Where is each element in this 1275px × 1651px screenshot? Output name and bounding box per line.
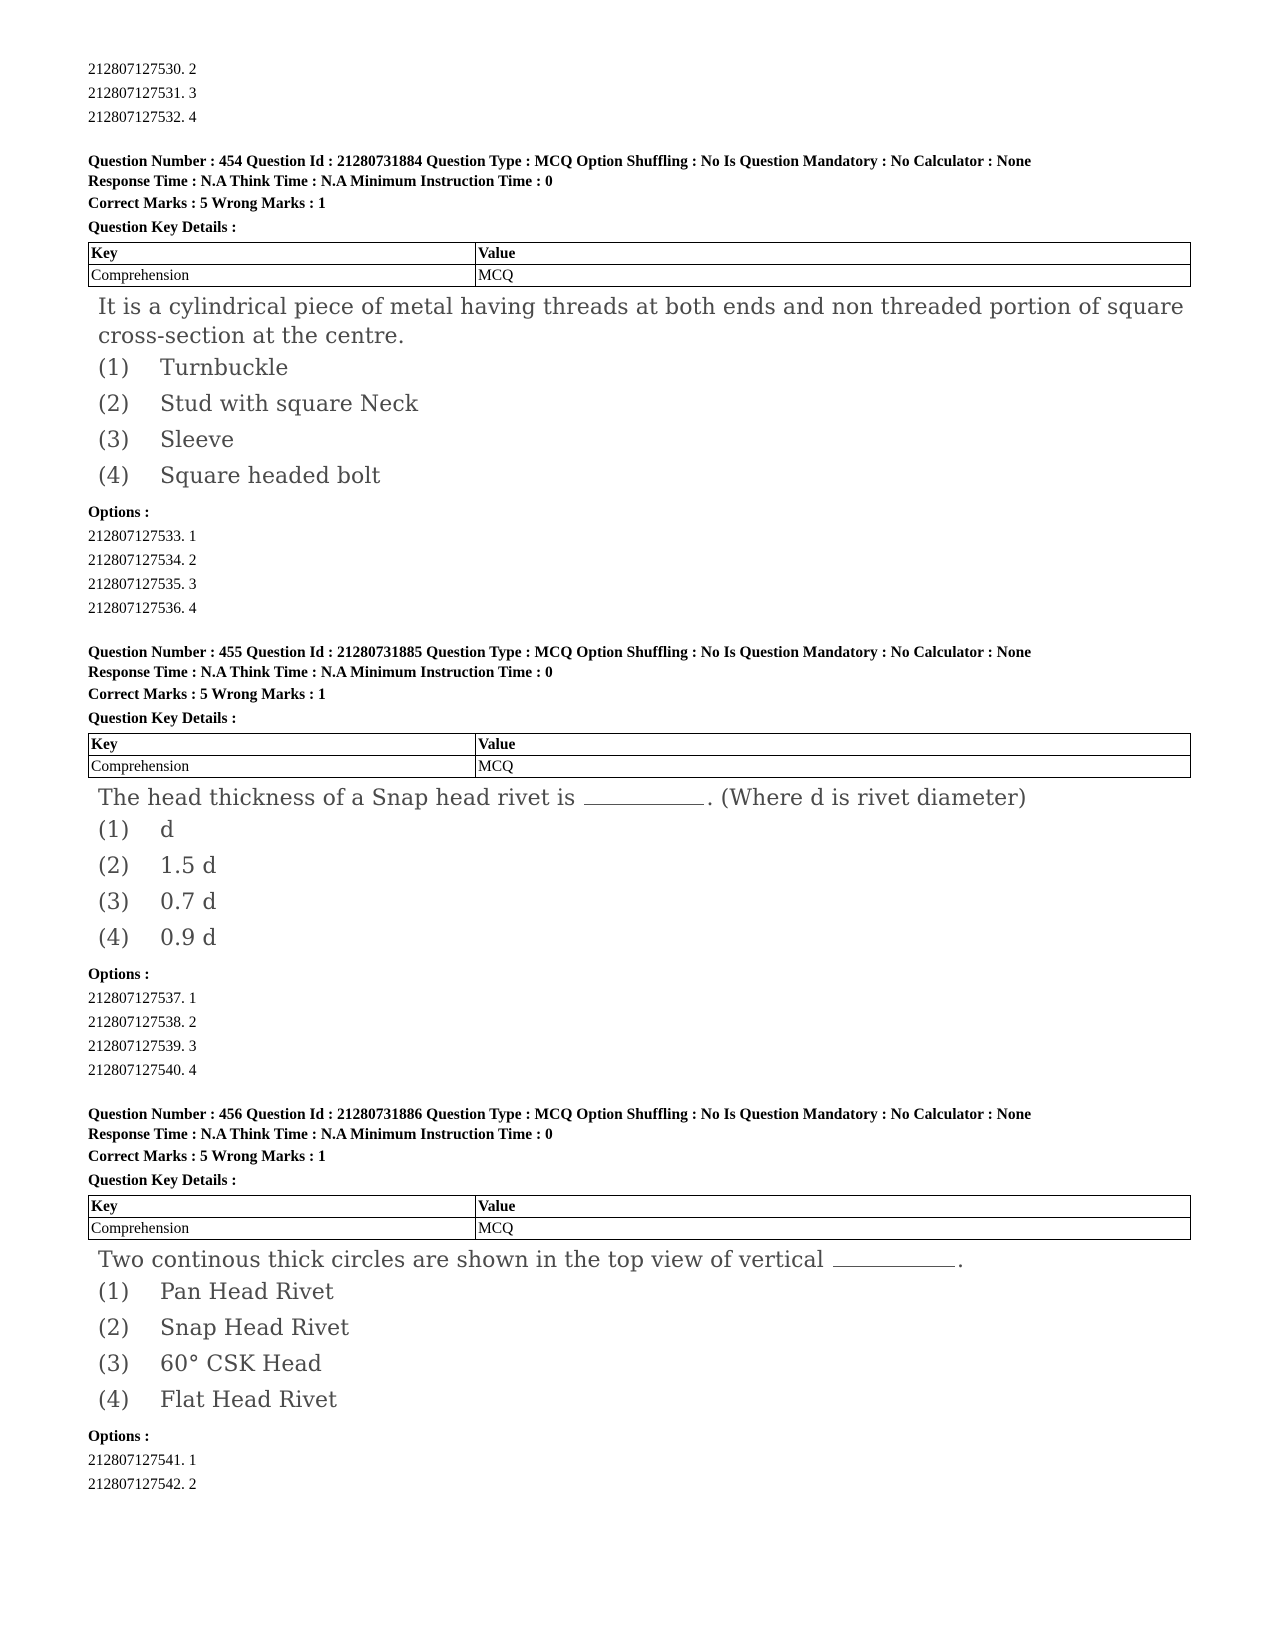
- answer-blank: [833, 1248, 955, 1267]
- document-page: [88, 58, 1188, 1497]
- choice-item: [98, 813, 1188, 849]
- question-block-454: [88, 152, 1188, 621]
- choice-item: [98, 921, 1188, 957]
- question-text-part: Two continous thick circles are shown in the top view of vertical: [98, 1248, 824, 1273]
- choice-text: Sleeve: [160, 428, 235, 453]
- choice-text: 0.7 d: [160, 890, 217, 915]
- choice-text: 0.9 d: [160, 926, 217, 951]
- choice-text: d: [160, 818, 175, 843]
- choice-item: [98, 1275, 1188, 1311]
- choice-number: (2): [98, 854, 130, 879]
- choice-text: Flat Head Rivet: [160, 1388, 338, 1413]
- option-id: 212807127536. 4: [88, 600, 197, 617]
- question-timing-line: Response Time : N.A Think Time : N.A Minimum Instruction Time : 0: [88, 664, 553, 681]
- question-marks: Correct Marks : 5 Wrong Marks : 1: [88, 1148, 326, 1165]
- choice-item: [98, 1347, 1188, 1383]
- question-timing-line: Response Time : N.A Think Time : N.A Minimum Instruction Time : 0: [88, 1126, 553, 1143]
- choice-text: 60° CSK Head: [160, 1352, 322, 1377]
- choice-number: (1): [98, 356, 130, 381]
- table-header-key: Key: [89, 734, 476, 756]
- choice-text: Snap Head Rivet: [160, 1316, 350, 1341]
- key-details-label: Question Key Details :: [88, 1172, 237, 1189]
- key-details-table: [88, 1195, 1191, 1240]
- option-id: 212807127534. 2: [88, 552, 197, 569]
- option-id: 212807127541. 1: [88, 1452, 197, 1469]
- choice-number: (3): [98, 428, 130, 453]
- key-details-table: [88, 242, 1191, 287]
- choice-item: [98, 459, 1188, 495]
- table-cell-value: MCQ: [476, 756, 1191, 778]
- key-details-label: Question Key Details :: [88, 710, 237, 727]
- answer-blank: [584, 786, 704, 805]
- table-header-value: Value: [476, 734, 1191, 756]
- key-details-table: [88, 733, 1191, 778]
- question-text: [98, 784, 1188, 813]
- question-image: [98, 1246, 1188, 1419]
- choice-item: [98, 1311, 1188, 1347]
- choice-number: (3): [98, 1352, 130, 1377]
- option-id: 212807127539. 3: [88, 1038, 197, 1055]
- choice-item: [98, 885, 1188, 921]
- question-text-line: It is a cylindrical piece of metal having threads at both ends and non threaded portion of square: [98, 295, 1184, 320]
- option-id: 212807127532. 4: [88, 109, 197, 126]
- option-id: 212807127537. 1: [88, 990, 197, 1007]
- question-text-part: . (Where d is rivet diameter): [706, 786, 1027, 811]
- previous-options-list: [88, 58, 1188, 130]
- choice-number: (2): [98, 392, 130, 417]
- choice-text: Pan Head Rivet: [160, 1280, 334, 1305]
- question-meta-line: Question Number : 454 Question Id : 21280731884 Question Type : MCQ Option Shuffling : No Is Question Mandatory : No Calculator : None: [88, 153, 1032, 170]
- choice-number: (3): [98, 890, 130, 915]
- option-id: 212807127540. 4: [88, 1062, 197, 1079]
- question-meta-line: Question Number : 455 Question Id : 21280731885 Question Type : MCQ Option Shuffling : No Is Question Mandatory : No Calculator : None: [88, 644, 1032, 661]
- choice-item: [98, 387, 1188, 423]
- table-cell-value: MCQ: [476, 265, 1191, 287]
- choice-number: (1): [98, 818, 130, 843]
- option-id: 212807127533. 1: [88, 528, 197, 545]
- option-id: 212807127535. 3: [88, 576, 197, 593]
- choice-text: Stud with square Neck: [160, 392, 419, 417]
- question-text: [98, 1246, 1188, 1275]
- table-header-value: Value: [476, 1196, 1191, 1218]
- option-id: 212807127530. 2: [88, 61, 197, 78]
- key-details-label: Question Key Details :: [88, 219, 237, 236]
- question-text-part: .: [957, 1248, 965, 1273]
- choice-item: [98, 351, 1188, 387]
- choice-item: [98, 423, 1188, 459]
- choice-number: (4): [98, 1388, 130, 1413]
- choice-text: 1.5 d: [160, 854, 217, 879]
- question-block-455: [88, 643, 1188, 1083]
- table-header-key: Key: [89, 1196, 476, 1218]
- question-image: [98, 784, 1188, 957]
- choice-number: (1): [98, 1280, 130, 1305]
- table-cell-key: Comprehension: [89, 1218, 476, 1240]
- question-text: [98, 293, 1188, 351]
- choice-item: [98, 1383, 1188, 1419]
- table-cell-key: Comprehension: [89, 756, 476, 778]
- question-meta-line: Question Number : 456 Question Id : 21280731886 Question Type : MCQ Option Shuffling : No Is Question Mandatory : No Calculator : None: [88, 1106, 1032, 1123]
- table-cell-key: Comprehension: [89, 265, 476, 287]
- options-label: Options :: [88, 1428, 150, 1445]
- question-timing-line: Response Time : N.A Think Time : N.A Minimum Instruction Time : 0: [88, 173, 553, 190]
- choice-number: (4): [98, 464, 130, 489]
- question-text-part: The head thickness of a Snap head rivet is: [98, 786, 576, 811]
- options-label: Options :: [88, 504, 150, 521]
- options-label: Options :: [88, 966, 150, 983]
- question-block-456: [88, 1105, 1188, 1497]
- option-id: 212807127542. 2: [88, 1476, 197, 1493]
- choice-number: (4): [98, 926, 130, 951]
- choice-text: Square headed bolt: [160, 464, 381, 489]
- choice-text: Turnbuckle: [160, 356, 289, 381]
- question-marks: Correct Marks : 5 Wrong Marks : 1: [88, 686, 326, 703]
- option-id: 212807127531. 3: [88, 85, 197, 102]
- question-text-line: cross-section at the centre.: [98, 324, 405, 349]
- table-header-value: Value: [476, 243, 1191, 265]
- question-marks: Correct Marks : 5 Wrong Marks : 1: [88, 195, 326, 212]
- choice-item: [98, 849, 1188, 885]
- question-image: [98, 293, 1188, 495]
- table-cell-value: MCQ: [476, 1218, 1191, 1240]
- choice-number: (2): [98, 1316, 130, 1341]
- option-id: 212807127538. 2: [88, 1014, 197, 1031]
- table-header-key: Key: [89, 243, 476, 265]
